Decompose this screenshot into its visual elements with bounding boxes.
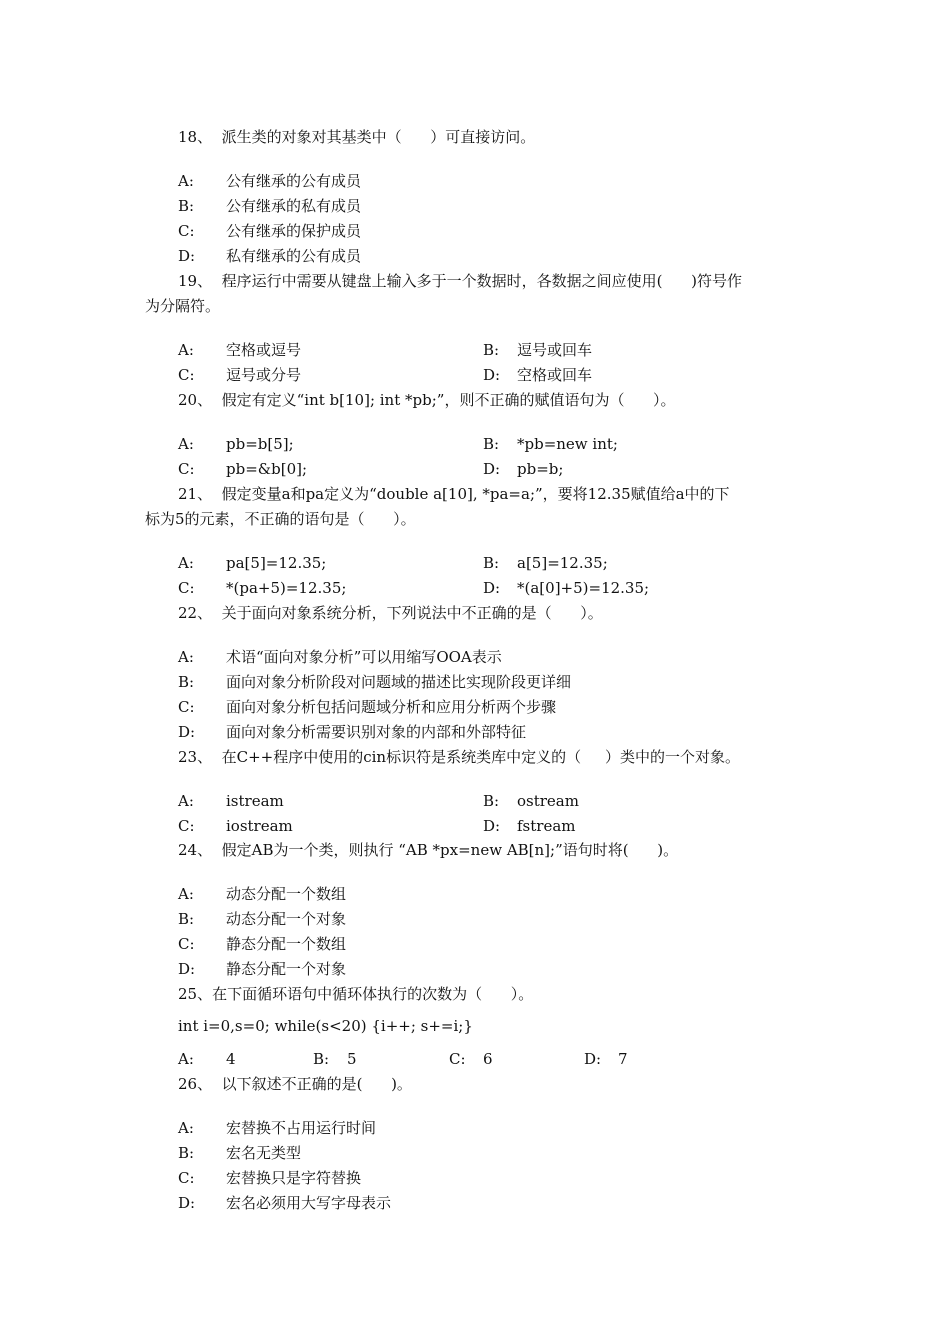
option-label: D: [178,247,196,265]
option-label: C: [178,579,195,597]
option-text: 公有继承的公有成员 [226,172,362,190]
option-label: C: [178,460,195,478]
option-label: C: [178,817,195,835]
option-text: 术语“面向对象分析”可以用缩写OOA表示 [226,648,502,666]
question-20-stem: 20、 假定有定义“int b[10]; int *pb;”，则不正确的赋值语句为（ ）。 [178,391,676,409]
option-text: 面向对象分析阶段对问题域的描述比实现阶段更详细 [226,673,572,691]
option-text: *(pa+5)=12.35; [226,579,347,597]
option-text: 宏替换不占用运行时间 [226,1119,377,1137]
option-label: B: [483,341,500,359]
option-text: ostream [517,792,579,810]
option-label: A: [178,1050,194,1068]
question-21-stem-cont: 标为5的元素，不正确的语句是（ ）。 [145,510,416,528]
option-text: 5 [347,1050,357,1068]
option-text: 静态分配一个对象 [226,960,347,978]
option-label: B: [483,792,500,810]
option-label: B: [178,1144,195,1162]
option-label: D: [483,366,501,384]
option-label: C: [178,366,195,384]
option-label: D: [483,579,501,597]
option-text: 公有继承的保护成员 [226,222,362,240]
option-text: pb=&b[0]; [226,460,308,478]
option-text: 面向对象分析需要识别对象的内部和外部特征 [226,723,527,741]
option-label: C: [178,222,195,240]
option-label: B: [178,197,195,215]
question-21-stem: 21、 假定变量a和pa定义为“double a[10], *pa=a;”，要将12.35赋值给a中的下 [178,485,730,503]
option-text: *pb=new int; [517,435,618,453]
question-19-stem: 19、 程序运行中需要从键盘上输入多于一个数据时，各数据之间应使用( )符号作 [178,272,742,290]
question-22-stem: 22、 关于面向对象系统分析，下列说法中不正确的是（ ）。 [178,604,603,622]
option-text: 空格或回车 [517,366,593,384]
question-26-stem: 26、 以下叙述不正确的是( )。 [178,1075,412,1093]
option-label: A: [178,1119,194,1137]
question-25-code: int i=0,s=0; while(s<20) {i++; s+=i;} [178,1017,473,1035]
option-label: A: [178,435,194,453]
option-text: 动态分配一个对象 [226,910,347,928]
option-label: C: [178,935,195,953]
option-text: 宏名必须用大写字母表示 [226,1194,392,1212]
option-text: istream [226,792,284,810]
option-text: 逗号或分号 [226,366,302,384]
option-label: D: [483,460,501,478]
option-label: D: [483,817,501,835]
question-25-stem: 25、在下面循环语句中循环体执行的次数为（ ）。 [178,985,534,1003]
option-label: A: [178,648,194,666]
option-label: A: [178,172,194,190]
option-text: 空格或逗号 [226,341,302,359]
option-text: 宏名无类型 [226,1144,302,1162]
option-text: 公有继承的私有成员 [226,197,362,215]
option-text: 宏替换只是字符替换 [226,1169,362,1187]
option-label: A: [178,885,194,903]
option-label: C: [449,1050,466,1068]
option-text: pb=b[5]; [226,435,294,453]
option-label: D: [178,1194,196,1212]
option-text: 7 [618,1050,628,1068]
option-label: C: [178,1169,195,1187]
option-text: *(a[0]+5)=12.35; [517,579,650,597]
option-label: B: [178,910,195,928]
option-text: 4 [226,1050,236,1068]
option-label: B: [313,1050,330,1068]
option-label: D: [584,1050,602,1068]
option-label: D: [178,723,196,741]
option-text: 私有继承的公有成员 [226,247,362,265]
option-label: B: [178,673,195,691]
option-text: 面向对象分析包括问题域分析和应用分析两个步骤 [226,698,557,716]
option-label: B: [483,554,500,572]
option-text: iostream [226,817,293,835]
option-text: 6 [483,1050,493,1068]
option-text: a[5]=12.35; [517,554,608,572]
option-label: B: [483,435,500,453]
option-label: C: [178,698,195,716]
question-24-stem: 24、 假定AB为一个类，则执行 “AB *px=new AB[n];”语句时将( )。 [178,841,679,859]
option-text: 逗号或回车 [517,341,593,359]
option-text: pa[5]=12.35; [226,554,327,572]
option-text: fstream [517,817,576,835]
option-text: 静态分配一个数组 [226,935,347,953]
option-label: A: [178,341,194,359]
question-23-stem: 23、 在C++程序中使用的cin标识符是系统类库中定义的（ ）类中的一个对象。 [178,748,740,766]
option-label: A: [178,554,194,572]
question-19-stem-cont: 为分隔符。 [145,297,221,315]
option-label: A: [178,792,194,810]
option-text: 动态分配一个数组 [226,885,347,903]
option-label: D: [178,960,196,978]
question-18-stem: 18、 派生类的对象对其基类中（ ）可直接访问。 [178,128,536,146]
option-text: pb=b; [517,460,564,478]
